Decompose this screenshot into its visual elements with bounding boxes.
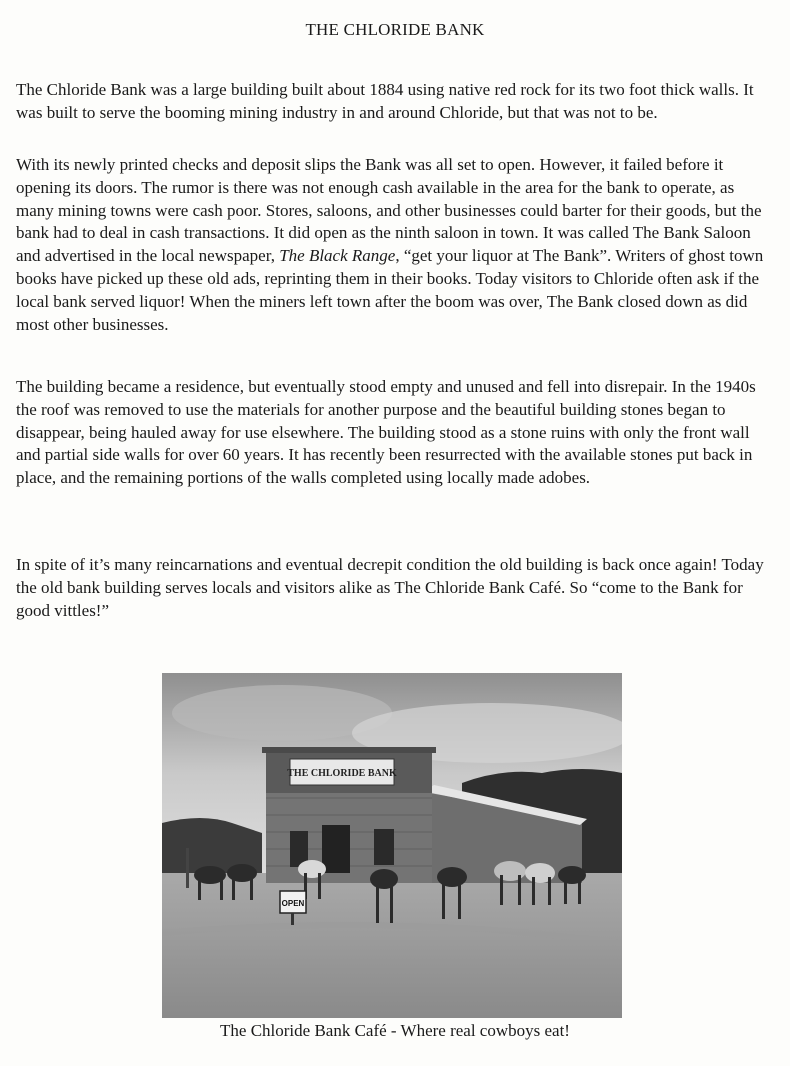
newspaper-name: The Black Range [279,246,396,266]
front-door [322,825,350,873]
paragraph-saloon-text-end: , “get your liquor at The Bank”. Writers of ghost town books have picked up these old ads, reprinting them in their books. Today visitors to Chloride often ask if the local bank served liquor! When the miners left town after the boom was over, The Bank closed down as did most other businesses. [16,246,764,334]
paragraph-history: The Chloride Bank was a large building built about 1884 using native red rock for its two foot thick walls. It was built to serve the booming mining industry in and around Chloride, but that was not to be. [16,80,754,122]
bank-cafe-photo [162,673,622,1018]
photo-caption: The Chloride Bank Café - Where real cowboys eat! [220,1021,570,1040]
window-right [374,829,394,865]
paragraph-saloon [16,154,776,336]
paragraph-cafe: In spite of it’s many reincarnations and eventual decrepit condition the old building is back once again! Today the old bank building serves locals and visitors alike as The Chloride Bank Café. So “come to the Bank for good vittles!” [16,555,764,620]
open-sign-text: OPEN [281,899,305,908]
paragraph-ruins: The building became a residence, but eventually stood empty and unused and fell into disrepair. In the 1940s the roof was removed to use the materials for another purpose and the beautiful building stones began to disappear, being hauled away for use elsewhere. The building stood as a stone ruins with only the front wall and partial side walls for over 60 years. It has recently been resurrected with the available stones put back in place, and the remaining portions of the walls completed using locally made adobes. [16,377,756,488]
bank-sign-text: THE CHLORIDE BANK [287,768,397,779]
photo-illustration [162,673,622,1018]
page-title: THE CHLORIDE BANK [305,20,485,39]
paragraph-saloon-text-start: With its newly printed checks and deposit slips the Bank was all set to open. However, it failed before it opening its doors. The rumor is there was not enough cash available in the area for the bank to operate, as many mining towns were cash poor. Stores, saloons, and other businesses could barter for their goods, but the bank had to deal in cash transactions. It did open as the ninth saloon in town. It was called The Bank Saloon and advertised in the local newspaper, [16,155,762,266]
